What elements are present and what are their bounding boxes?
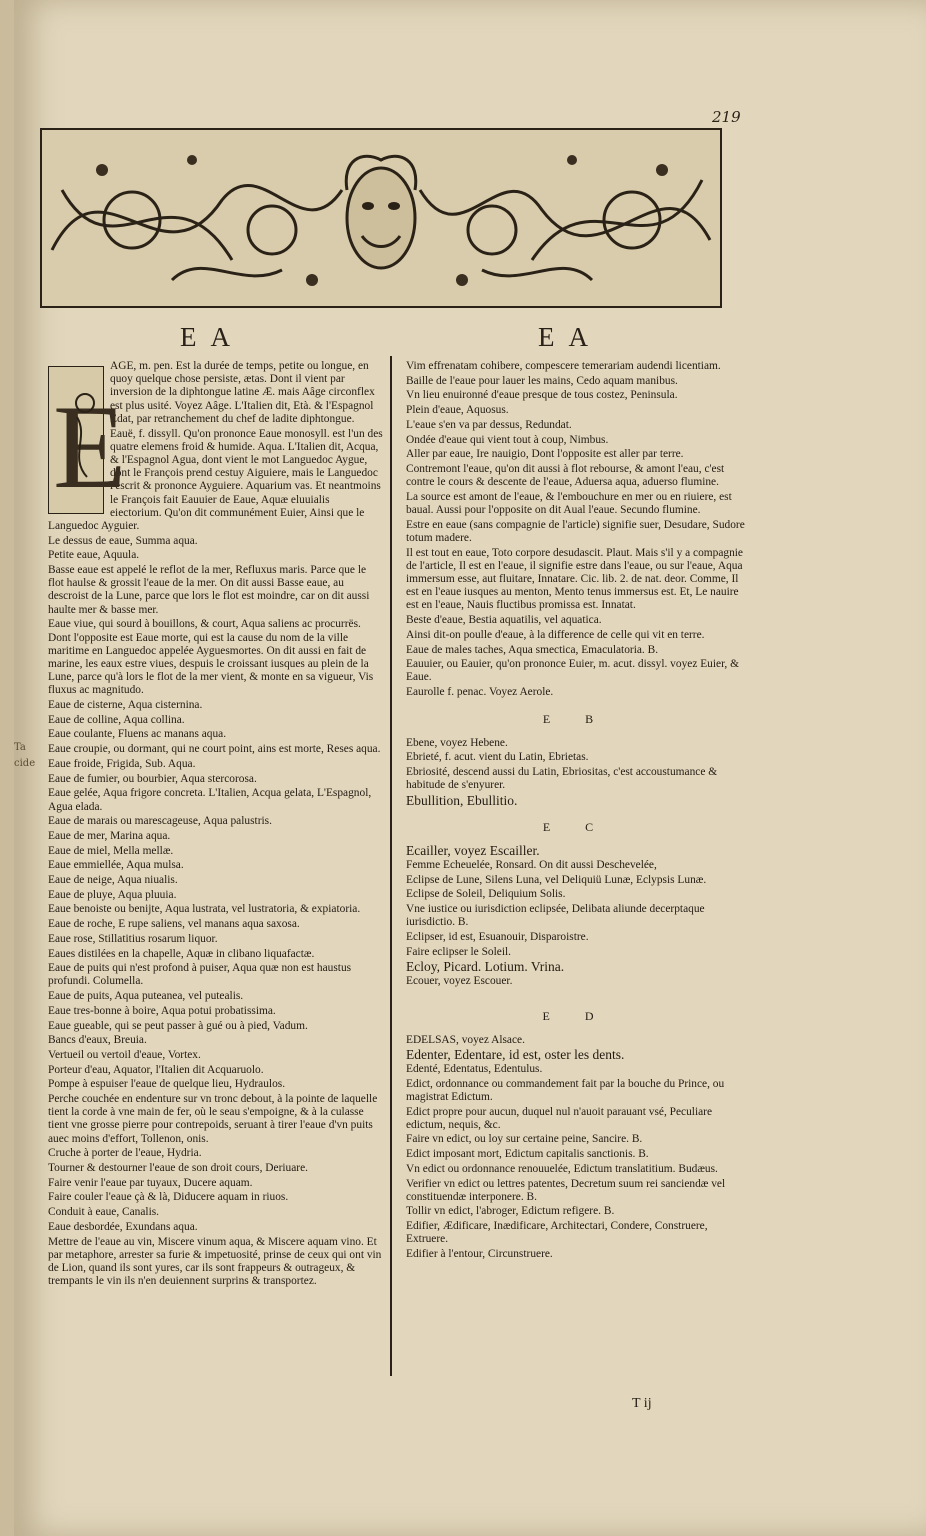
dictionary-entry: Eaue de miel, Mella mellæ. <box>48 844 174 857</box>
dictionary-entry: Eaue rose, Stillatitius rosarum liquor. <box>48 932 218 945</box>
dictionary-entry: Eaue de marais ou marescageuse, Aqua palustris. <box>48 815 272 828</box>
dictionary-entry: Porteur d'eau, Aquator, l'Italien dit Acquaruolo. <box>48 1063 264 1076</box>
dictionary-entry: Vne iustice ou iurisdiction eclipsée, Delibata aliunde decerptaque iurisdictio. B. <box>406 903 705 929</box>
dictionary-entry: Vn edict ou ordonnance renouuelée, Edictum translatitium. Budæus. <box>406 1162 718 1175</box>
dictionary-entry: Eaues distilées en la chapelle, Aquæ in clibano liquafactæ. <box>48 947 315 960</box>
dictionary-entry: Ecouer, voyez Escouer. <box>406 975 513 988</box>
dictionary-entry: Ebullition, Ebullitio. <box>406 792 518 808</box>
dictionary-entry: Eaue de mer, Marina aqua. <box>48 829 171 842</box>
dictionary-entry: Plein d'eaue, Aquosus. <box>406 404 509 417</box>
dictionary-entry: Eclipse de Lune, Silens Luna, vel Deliquiü Lunæ, Eclypsis Lunæ. <box>406 873 707 886</box>
dictionary-entry: Eaue de pluye, Aqua pluuia. <box>48 888 177 901</box>
page-number: 219 <box>712 108 741 126</box>
dictionary-entry: Aller par eaue, Ire nauigio, Dont l'opposite est aller par terre. <box>406 448 684 461</box>
dictionary-entry: La source est amont de l'eaue, & l'embouchure en mer ou en riuiere, est baual. Aussi pour l'opposite on dit Aual l'eaue. Secundo flumine. <box>406 490 732 517</box>
dictionary-entry: Faire vn edict, ou loy sur certaine peine, Sancire. B. <box>406 1133 643 1146</box>
dictionary-entry: Eaue croupie, ou dormant, qui ne court point, ains est morte, Reses aqua. <box>48 743 381 756</box>
dictionary-entry: Eclipser, id est, Esuanouir, Disparoistre. <box>406 931 589 944</box>
dictionary-entry: Eauë, f. dissyll. Qu'on prononce Eaue monosyll. est l'un des quatre elemens froid & humide. Aqua. L'Italien dit, Acqua, & l'Espagnol Agua, dont vient le mot Languedoc Aygue, dont le François prend cestuy Aiguiere, mais le Languedoc l'escrit & prononce Ayguiere. Aquarium vas. Et neantmoins le François fait Eauuier de Eaue, Aquæ eluuialis eiectorium. Qu'on dit communément Euier, Ainsi que le Languedoc Ayguier. <box>48 427 383 532</box>
dictionary-entry: Le dessus de eaue, Summa aqua. <box>48 534 198 547</box>
dictionary-entry: Eaue tres-bonne à boire, Aqua potui probatissima. <box>48 1004 276 1017</box>
dictionary-entry: Faire eclipser le Soleil. <box>406 945 512 958</box>
dictionary-entry: Eaue de puits qui n'est profond à puiser, Aqua quæ non est haustus profundi. Columella. <box>48 962 352 988</box>
section-heading-ec: E C <box>542 820 610 835</box>
section-heading-ed: E D <box>542 1009 610 1024</box>
dictionary-entry: Bancs d'eaux, Breuia. <box>48 1034 147 1047</box>
dictionary-entry: Conduit à eaue, Canalis. <box>48 1206 160 1219</box>
dictionary-entry: Ecailler, voyez Escailler. <box>406 843 540 859</box>
dictionary-entry: Eaue coulante, Fluens ac manans aqua. <box>48 728 227 741</box>
dictionary-entry: Ecloy, Picard. Lotium. Vrina. <box>406 959 565 975</box>
ornamental-headpiece <box>40 128 722 308</box>
dictionary-entry: Baille de l'eaue pour lauer les mains, Cedo aquam manibus. <box>406 374 678 387</box>
dictionary-entry: AGE, m. pen. Est la durée de temps, petite ou longue, en quoy quelque chose persiste, ætas. Dont il vient par inversion de la diphtongue latine Æ. mais Aâge circonflex est plus usité. Voyez Aâge. L'Italien dit, Età. & l'Espagnol Edat, par retranchement du chef de ladite diphtongue. <box>110 360 375 425</box>
dictionary-entry: Eaue de colline, Aqua collina. <box>48 713 185 726</box>
previous-page-edge <box>0 0 14 1536</box>
left-column <box>48 360 383 1290</box>
left-column-header: EA <box>180 322 244 352</box>
dictionary-entry: Vertueil ou vertoil d'eaue, Vortex. <box>48 1048 201 1061</box>
margin-mark: cide <box>14 758 36 769</box>
dictionary-entry: Edenté, Edentatus, Edentulus. <box>406 1062 543 1075</box>
dictionary-entry: Ainsi dit-on poulle d'eaue, à la difference de celle qui vit en terre. <box>406 628 705 641</box>
dictionary-entry: Basse eaue est appelé le reflot de la mer, Refluxus maris. Parce que le flot haulse & grossit l'eaue de la mer. On dit aussi Basse eaue, au descroist de la Lune, parce que lors le flot est moindre, car on dit aussi haulte mer & basse mer. <box>48 564 370 616</box>
dictionary-entry: Eclipse de Soleil, Deliquium Solis. <box>406 888 566 901</box>
catchword: T ij <box>632 1396 652 1411</box>
dictionary-entry: Edenter, Edentare, id est, oster les dents. <box>406 1047 625 1063</box>
dictionary-entry: Mettre de l'eaue au vin, Miscere vinum aqua, & Miscere aquam vino. Et par metaphore, arrester sa furie & impetuosité, prinse de ceux qui ont vin de Lion, quand ils sont yures, car ils sont frappeurs & outrageux, & trempants le vin ils n'en deuiennent surprins & transportez. <box>48 1235 382 1288</box>
dictionary-entry: Eaue de fumier, ou bourbier, Aqua stercorosa. <box>48 772 257 785</box>
dictionary-entry: Eaue de cisterne, Aqua cisternina. <box>48 699 203 712</box>
dictionary-entry: Eaue gelée, Aqua frigore concreta. L'Italien, Acqua gelata, L'Espagnol, Agua elada. <box>48 787 372 813</box>
dictionary-entry: Eaue de neige, Aqua niualis. <box>48 874 178 887</box>
dictionary-entry: Ebriosité, descend aussi du Latin, Ebriositas, c'est accoustumance & habitude de s'enyurer. <box>406 765 718 792</box>
dictionary-entry: Ebrieté, f. acut. vient du Latin, Ebrietas. <box>406 751 589 764</box>
dictionary-entry: Eaue gueable, qui se peut passer à gué ou à pied, Vadum. <box>48 1019 308 1032</box>
dictionary-entry: Faire couler l'eaue çà & là, Diducere aquam in riuos. <box>48 1191 289 1204</box>
right-column <box>406 360 746 1263</box>
dictionary-entry: Cruche à porter de l'eaue, Hydria. <box>48 1147 202 1160</box>
dictionary-entry: Edict, ordonnance ou commandement fait par la bouche du Prince, ou magistrat Edictum. <box>406 1077 725 1103</box>
dictionary-entry: Perche couchée en endenture sur vn tronc debout, à la pointe de laquelle tient la corde à vne main de fer, où le seau s'empoigne, & à la culasse tient vne grosse pierre pour contrepoids, seruant à tirer l'eaue d'vn puits auec moins d'effort, Tollenon, onis. <box>48 1093 378 1145</box>
dictionary-entry: Edifier, Ædificare, Inædificare, Architectari, Condere, Construere, Extruere. <box>406 1220 708 1246</box>
dictionary-entry: Ebene, voyez Hebene. <box>406 736 508 749</box>
dictionary-entry: Petite eaue, Aquula. <box>48 549 140 562</box>
dictionary-entry: Eaue desbordée, Exundans aqua. <box>48 1220 198 1233</box>
dictionary-entry: L'eaue s'en va par dessus, Redundat. <box>406 418 572 431</box>
dictionary-entry: Femme Echeuelée, Ronsard. On dit aussi Deschevelée, <box>406 859 657 871</box>
dictionary-entry: Tourner & destourner l'eaue de son droit cours, Deriuare. <box>48 1162 308 1175</box>
dictionary-entry: Tollir vn edict, l'abroger, Edictum refigere. B. <box>406 1205 615 1218</box>
dictionary-entry: Eaue de males taches, Aqua smectica, Emaculatoria. B. <box>406 643 659 656</box>
dictionary-entry: Eaue de puits, Aqua puteanea, vel putealis. <box>48 990 244 1003</box>
dictionary-entry: Edict propre pour aucun, duquel nul n'auoit parauant vsé, Peculiare edictum, nequis, &c. <box>406 1105 713 1131</box>
dictionary-entry: Eauuier, ou Eauier, qu'on prononce Euier, m. acut. dissyl. voyez Euier, & Eaue. <box>406 658 739 684</box>
dictionary-entry: Beste d'eaue, Bestia aquatilis, vel aquatica. <box>406 614 602 627</box>
section-heading-eb: E B <box>542 712 610 727</box>
dictionary-entry: Contremont l'eaue, qu'on dit aussi à flot rebourse, & amont l'eau, c'est contre le cours & descente de l'eaue, Aduersa aqua, aduerso flumine. <box>406 462 725 489</box>
dictionary-entry: Ondée d'eaue qui vient tout à coup, Nimbus. <box>406 433 609 446</box>
margin-mark: Ta <box>14 742 26 753</box>
dictionary-entry: Vn lieu enuironné d'eaue presque de tous costez, Peninsula. <box>406 389 678 402</box>
dictionary-entry: Il est tout en eaue, Toto corpore desudascit. Plaut. Mais s'il y a compagnie de l'article, Il est en l'eaue, il signifie estre dans l'eaue, ou sur l'eaue, Aqua immersum esse, aut fluitare, Innatare. Cic. lib. 2. de nat. deor. Comme, Il est en l'eaue iusques au menton, Mento tenus immersus est. Et, Le nauire est en l'eaue, Nauis fluctibus promissa est. Innatat. <box>406 546 743 612</box>
dictionary-entry: Eaue viue, qui sourd à bouillons, & court, Aqua saliens ac procurrës. Dont l'opposite est Eaue morte, qui est la cause du nom de la ville maritime en Languedoc appelée Ayguesmortes. On dit aussi en fait de marine, les eaux estre viues, despuis le croissant iusques au plein de la Lune, parce qu'à lors le flot de la mer vient, & monte en sa vigueur, Vis fluxus ac magnitudo. <box>48 618 374 697</box>
dictionary-entry: EDELSAS, voyez Alsace. <box>406 1033 525 1046</box>
dictionary-entry: Estre en eaue (sans compagnie de l'article) signifie suer, Desudare, Sudore totum madere. <box>406 518 745 544</box>
right-column-header: EA <box>538 322 602 352</box>
dictionary-entry: Eaue froide, Frigida, Sub. Aqua. <box>48 757 196 770</box>
dictionary-entry: Eaue de roche, E rupe saliens, vel manans aqua saxosa. <box>48 918 300 931</box>
dictionary-entry: Verifier vn edict ou lettres patentes, Decretum suum rei sanciendæ vel constituendæ interponere. B. <box>406 1177 726 1203</box>
dictionary-entry: Eaue benoiste ou benijte, Aqua lustrata, vel lustratoria, & expiatoria. <box>48 903 361 916</box>
dictionary-entry: Edifier à l'entour, Circunstruere. <box>406 1248 553 1261</box>
dictionary-entry: Faire venir l'eaue par tuyaux, Ducere aquam. <box>48 1176 253 1189</box>
initial-letter: E <box>53 380 127 513</box>
dictionary-entry: Eaurolle f. penac. Voyez Aerole. <box>406 686 554 699</box>
dictionary-entry: Pompe à espuiser l'eaue de quelque lieu, Hydraulos. <box>48 1078 286 1091</box>
column-rule <box>390 356 392 1376</box>
dictionary-entry: Eaue emmiellée, Aqua mulsa. <box>48 859 184 872</box>
decorated-initial <box>48 366 127 514</box>
dictionary-entry: Vim effrenatam cohibere, compescere temerariam audendi licentiam. <box>406 360 721 372</box>
dictionary-entry: Edict imposant mort, Edictum capitalis sanctionis. B. <box>406 1148 649 1161</box>
